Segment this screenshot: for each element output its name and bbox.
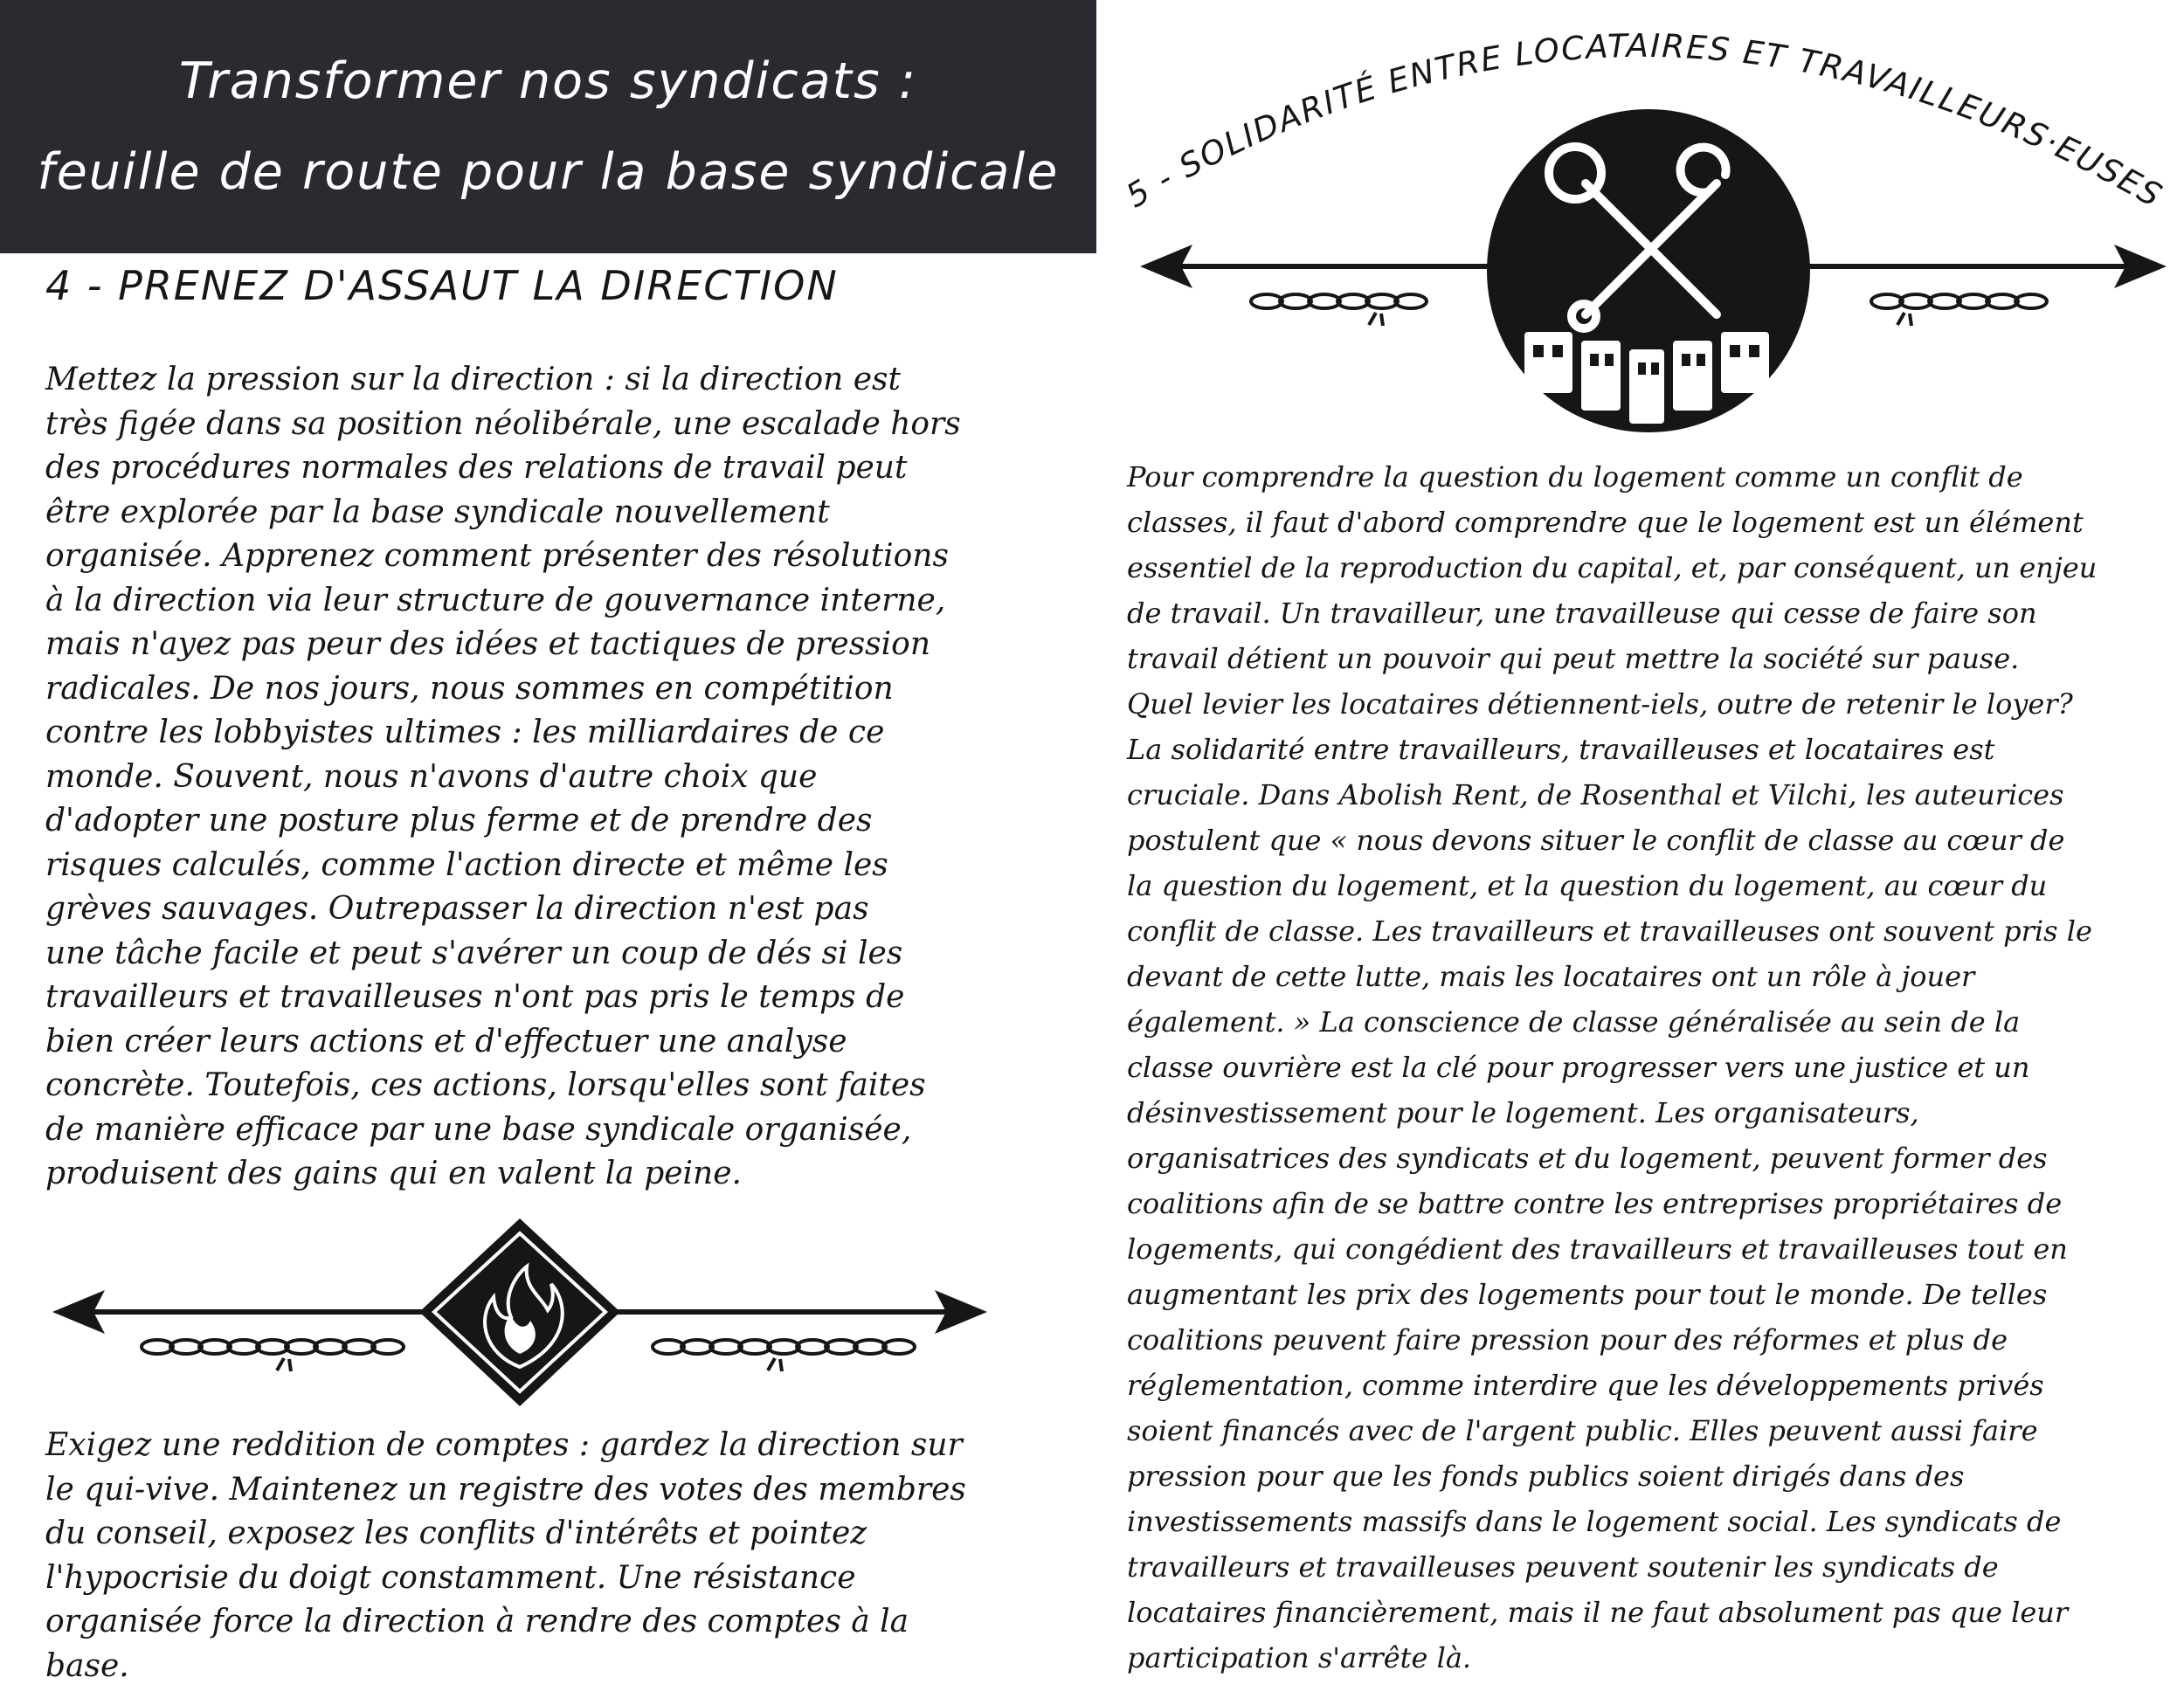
section-5-heading: 5 - SOLIDARITÉ ENTRE LOCATAIRES ET TRAVAILLEURS·EUSES xyxy=(1119,26,2169,216)
section-4-paragraph-1: Mettez la pression sur la direction : si la direction est très figée dans sa position néolibérale, une escalade hors des procédures normales des relations de travail peut être explorée par la base syndicale nouvellement organisée. Apprenez comment présenter des résolutions à la direction via leur structure de gouvernance interne, mais n'ayez pas peur des idées et tactiques de pression radicales. De nos jours, nous sommes en compétition contre les lobbyistes ultimes : les milliardaires de ce monde. Souvent, nous n'avons d'autre choix que d'adopter une posture plus ferme et de prendre des risques calculés, comme l'action directe et même les grèves sauvages. Outrepasser la direction n'est pas une tâche facile et peut s'avérer un coup de dés si les travailleurs et travailleuses n'ont pas pris le temps de bien créer leurs actions et d'effectuer une analyse concrète. Toutefois, ces actions, lorsqu'elles sont faites de manière efficace par une base syndicale organisée, produisent des gains qui en valent la peine. xyxy=(45,362,961,1191)
flame-diamond-divider xyxy=(48,1214,992,1415)
title-line-2: feuille de route pour la base syndicale xyxy=(37,143,1060,201)
flame-diamond-icon xyxy=(419,1218,620,1406)
section-4-paragraph-2: Exigez une reddition de comptes : gardez la direction sur le qui-vive. Maintenez un registre des votes des membres du conseil, exposez les conflits d'intérêts et pointez l'hypocrisie du doigt constamment. Une résistance organisée force la direction à rendre des comptes à la base. xyxy=(45,1427,966,1684)
section-4-heading: 4 - PRENEZ D'ASSAUT LA DIRECTION xyxy=(45,262,839,309)
section-5-paragraph: Pour comprendre la question du logement comme un conflit de classes, il faut d'abord comprendre que le logement est un élément essentiel de la reproduction du capital, et, par conséquent, un enjeu de travail. Un travailleur, une travailleuse qui cesse de faire son travail détient un pouvoir qui peut mettre la société sur pause. Quel levier les locataires détiennent-iels, outre de retenir le loyer? La solidarité entre travailleurs, travailleuses et locataires est cruciale. Dans Abolish Rent, de Rosenthal et Vilchi, les auteurices postulent que « nous devons situer le conflit de classe au cœur de la question du logement, et la question du logement, au cœur du conflit de classe. Les travailleurs et travailleuses ont souvent pris le devant de cette lutte, mais les locataires ont un rôle à jouer également. » La conscience de classe généralisée au sein de la classe ouvrière est la clé pour progresser vers une justice et un désinvestissement pour le logement. Les organisateurs, organisatrices des syndicats et du logement, peuvent former des coalitions afin de se battre contre les entreprises propriétaires de logements, qui congédient des travailleurs et travailleuses tout en augmentant les prix des logements pour tout le monde. De telles coalitions peuvent faire pression pour des réformes et plus de réglementation, comme interdire que les développements privés soient financés avec de l'argent public. Elles peuvent aussi faire pression pour que les fonds publics soient dirigés dans des investissements massifs dans le logement social. Les syndicats de travailleurs et travailleuses peuvent soutenir les syndicats de locataires financièrement, mais il ne faut absolument pas que leur participation s'arrête là. xyxy=(1127,460,2098,1674)
title-line-1: Transformer nos syndicats : xyxy=(178,52,918,110)
key-wrench-houses-icon xyxy=(1487,109,1810,432)
title-banner xyxy=(0,0,1096,253)
section-5-emblem xyxy=(1114,0,2184,437)
